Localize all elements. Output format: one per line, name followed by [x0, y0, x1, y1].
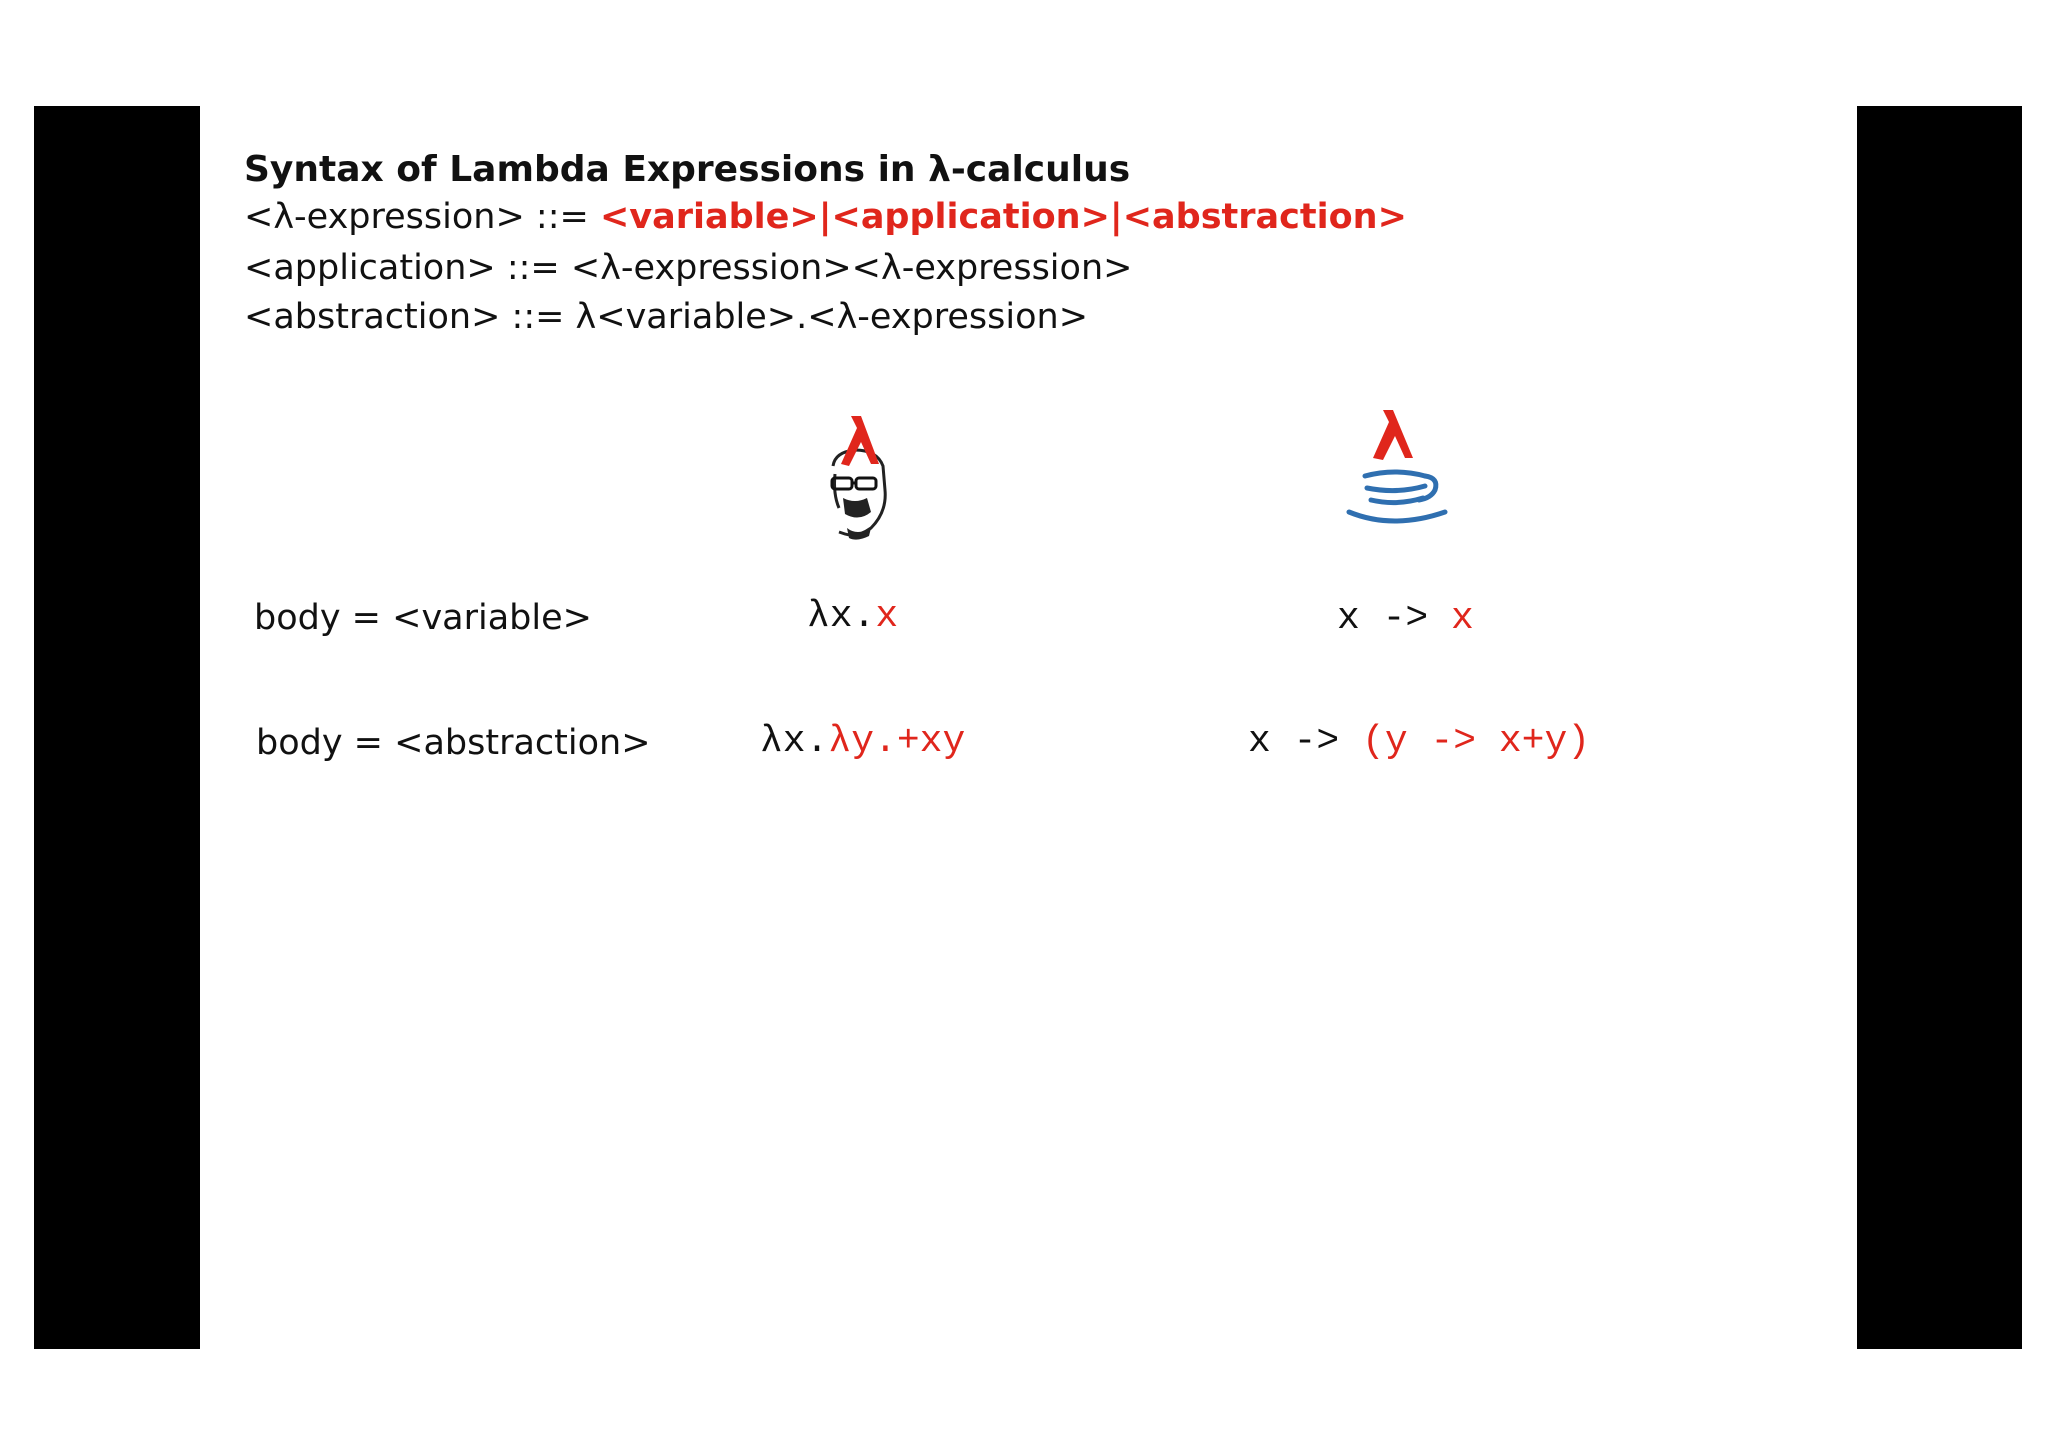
java-expr-plain: x -> [1337, 597, 1452, 640]
java-expr-abstraction [1248, 720, 1591, 763]
row-label-abstraction: body = <abstraction> [256, 723, 651, 763]
java-expr-plain: x -> [1248, 720, 1363, 763]
alonzo-church-lambda-logo-icon [805, 404, 905, 544]
lambda-expr-body: x [875, 595, 899, 638]
grammar-line-abstraction: <abstraction> ::= λ<variable>.<λ-expression> [244, 297, 1089, 337]
lambda-expr-abstraction [760, 720, 966, 763]
lambda-expr-plain: λx. [760, 720, 829, 763]
grammar-line-application: <application> ::= <λ-expression><λ-expression> [244, 248, 1133, 288]
java-expr-body: (y -> x+y) [1362, 720, 1591, 763]
grammar-line-expression [244, 197, 1407, 237]
slide-title: Syntax of Lambda Expressions in λ-calculus [244, 149, 1131, 190]
grammar-lhs: <λ-expression> ::= [244, 197, 600, 237]
java-lambda-logo-icon [1327, 404, 1457, 544]
java-expr-body: x [1451, 597, 1474, 640]
row-label-variable: body = <variable> [254, 598, 592, 638]
lambda-expr-body: λy.+xy [828, 720, 966, 763]
lambda-expr-plain: λx. [807, 595, 876, 638]
java-expr-variable [1337, 597, 1474, 640]
slide [200, 106, 1857, 1349]
grammar-rhs-highlight: <variable>|<application>|<abstraction> [599, 197, 1407, 237]
lambda-expr-variable [807, 595, 899, 638]
